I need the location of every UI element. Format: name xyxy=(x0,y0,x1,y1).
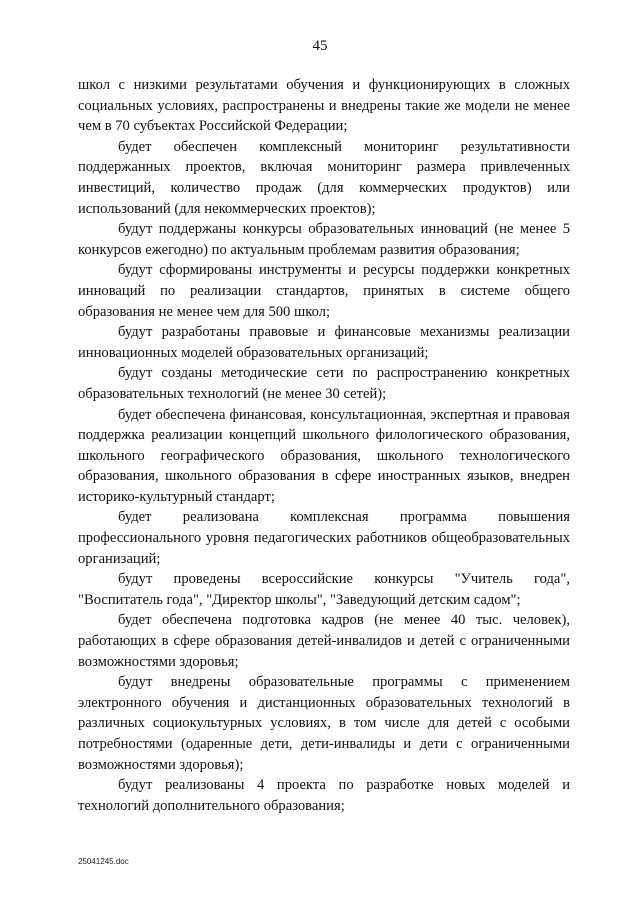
paragraph: будут созданы методические сети по распространению конкретных образовательных технологий (не менее 30 сетей); xyxy=(78,365,570,402)
paragraph: будут проведены всероссийские конкурсы "Учитель года", "Воспитатель года", "Директор школы", "Заведующий детским садом"; xyxy=(78,571,570,608)
page-number: 45 xyxy=(312,38,328,54)
paragraph: будут сформированы инструменты и ресурсы поддержки конкретных инноваций по реализации стандартов, принятых в системе общего образования не менее чем для 500 школ; xyxy=(78,262,570,320)
footer-filename: 25041245.doc xyxy=(78,857,129,866)
paragraph: будут разработаны правовые и финансовые механизмы реализации инновационных моделей образовательных организаций; xyxy=(78,324,570,361)
document-body xyxy=(78,75,570,816)
paragraph: будут реализованы 4 проекта по разработке новых моделей и технологий дополнительного образования; xyxy=(78,777,570,814)
paragraph: будет обеспечена финансовая, консультационная, экспертная и правовая поддержка реализации концепций школьного филологического образования, школьного географического образования, школьного технологического образования, школьного образования в сфере иностранных языков, внедрен историко-культурный стандарт; xyxy=(78,406,570,505)
paragraph: будут внедрены образовательные программы с применением электронного обучения и дистанционных образовательных технологий в различных социокультурных условиях, в том числе для детей с особыми потребностями (одаренные дети, дети-инвалиды и дети с ограниченными возможностями здоровья); xyxy=(78,674,570,773)
paragraph: будет обеспечен комплексный мониторинг результативности поддержанных проектов, включая мониторинг размера привлеченных инвестиций, количество продаж (для коммерческих продуктов) или использований (для некоммерческих проектов); xyxy=(78,138,570,217)
paragraph: будет обеспечена подготовка кадров (не менее 40 тыс. человек), работающих в сфере образования детей-инвалидов и детей с ограниченными возможностями здоровья; xyxy=(78,612,570,670)
paragraph: будут поддержаны конкурсы образовательных инноваций (не менее 5 конкурсов ежегодно) по актуальным проблемам развития образования; xyxy=(78,221,570,258)
paragraph: будет реализована комплексная программа повышения профессионального уровня педагогических работников общеобразовательных организаций; xyxy=(78,509,570,567)
paragraph: школ с низкими результатами обучения и функционирующих в сложных социальных условиях, распространены и внедрены такие же модели не менее чем в 70 субъектах Российской Федерации; xyxy=(78,77,570,135)
